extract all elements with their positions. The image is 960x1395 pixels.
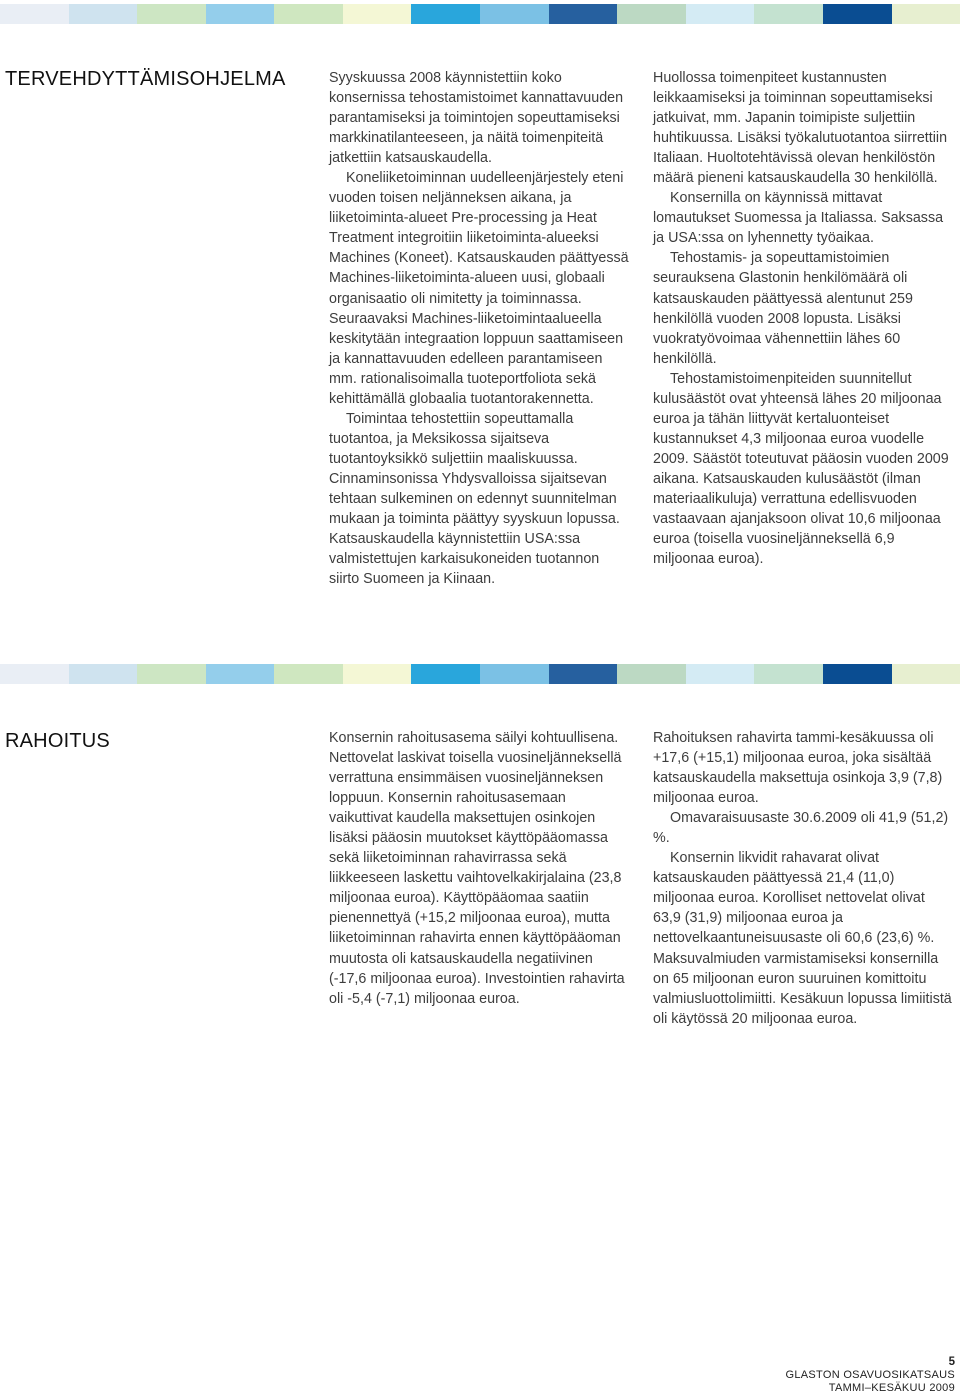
- stripe-segment: [274, 4, 343, 24]
- section-heading-tervehdyttamisohjelma: TERVEHDYTTÄMISOHJELMA: [5, 68, 286, 90]
- footer-publication-title: GLASTON OSAVUOSIKATSAUS: [785, 1369, 955, 1381]
- stripe-segment: [274, 664, 343, 684]
- stripe-segment: [480, 4, 549, 24]
- body-paragraph: Koneliiketoiminnan uudelleenjärjestely eteni vuoden toisen neljänneksen aikana, ja liiketoiminta-alueet Pre-processing ja Heat Treatment integroitiin liiketoiminta-alueeksi Machines (Koneet). Katsauskauden päättyessä Machines-liiketoiminta-alueen uusi, globaali organisaatio oli nimitetty ja toiminnassa. Seuraavaksi Machines-liiketoimintaalueella keskitytään integraation loppuun saattamiseen ja kannattavuuden edelleen parantamiseen mm. rationalisoimalla tuoteportfoliota sekä kehittämällä globaalia tuotantorakennetta.: [329, 170, 629, 407]
- stripe-segment: [0, 664, 69, 684]
- body-paragraph: Tehostamis- ja sopeuttamistoimien seurauksena Glastonin henkilömäärä oli katsauskauden päättyessä alentunut 259 henkilöllä vuoden 2008 lopusta. Lisäksi vuokratyövoimaa vähennettiin lähes 60 henkilöllä.: [653, 250, 913, 367]
- body-paragraph: Tehostamistoimenpiteiden suunnitellut kulusäästöt ovat yhteensä lähes 20 miljoonaa euroa ja tähän liittyvät kertaluonteiset kustannukset 4,3 miljoonaa euroa vuodelle 2009. Säästöt toteutuvat pääosin vuoden 2009 aikana. Katsauskauden kulusäästöt (ilman materiaalikuluja) verrattuna edellisvuoden vastaavaan ajanjaksoon olivat 10,6 miljoonaa euroa (toisella vuosineljänneksellä 6,9 miljoonaa euroa).: [653, 370, 949, 568]
- stripe-segment: [549, 664, 618, 684]
- body-paragraph: Rahoituksen rahavirta tammi-kesäkuussa oli +17,6 (+15,1) miljoonaa euroa, joka sisältää katsauskaudella maksettuja osinkoja 3,9 (7,8) miljoonaa euroa.: [653, 730, 943, 807]
- stripe-segment: [0, 4, 69, 24]
- stripe-segment: [480, 664, 549, 684]
- stripe-segment: [892, 4, 960, 24]
- footer-period: TAMMI–KESÄKUU 2009: [828, 1382, 955, 1394]
- stripe-segment: [617, 664, 686, 684]
- stripe-segment: [686, 4, 755, 24]
- body-paragraph: Omavaraisuusaste 30.6.2009 oli 41,9 (51,2) %.: [653, 810, 949, 847]
- stripe-segment: [69, 4, 138, 24]
- body-paragraph: Konsernin rahoitusasema säilyi kohtuullisena. Nettovelat laskivat toisella vuosineljänneksellä verrattuna ensimmäisen vuosineljänneksen loppuun. Konsernin rahoitusasemaan vaikuttivat kaudella maksettujen osinkojen lisäksi pääosin muutokset käyttöpääomassa sekä liiketoiminnan rahavirrassa sekä liikkeeseen laskettu vaihtovelkakirjalaina (23,8 miljoonaa euroa). Käyttöpääomaa saatiin pienennettyä (+15,2 miljoonaa euroa), mutta liiketoiminnan rahavirta ennen käyttöpääoman muutosta oli katsauskaudella negatiivinen (-17,6 miljoonaa euroa). Investointien rahavirta oli -5,4 (-7,1) miljoonaa euroa.: [329, 730, 625, 1007]
- body-paragraph: Syyskuussa 2008 käynnistettiin koko konsernissa tehostamistoimet kannattavuuden parantamiseksi ja toimintojen sopeuttamiseksi markkinatilanteeseen, ja näitä toimenpiteitä jatkettiin katsauskaudella.: [329, 70, 624, 167]
- body-paragraph: Konsernin likvidit rahavarat olivat katsauskauden päättyessä 21,4 (11,0) miljoonaa euroa. Korolliset nettovelat olivat 63,9 (31,9) miljoonaa euroa ja nettovelkaantuneisuusaste oli 60,6 (23,6) %. Maksuvalmiuden varmistamiseksi konsernilla on 65 miljoonan euron suuruinen komittoitu valmiusluottolimiitti. Kesäkuun lopussa limiitistä oli käytössä 20 miljoonaa euroa.: [653, 850, 952, 1027]
- stripe-segment: [137, 4, 206, 24]
- stripe-segment: [823, 4, 892, 24]
- stripe-segment: [617, 4, 686, 24]
- stripe-segment: [686, 664, 755, 684]
- decorative-color-stripe-middle: [0, 664, 960, 684]
- stripe-segment: [137, 664, 206, 684]
- stripe-segment: [343, 4, 412, 24]
- body-paragraph: Konsernilla on käynnissä mittavat lomautukset Suomessa ja Italiassa. Saksassa ja USA:ssa on lyhennetty työaikaa.: [653, 190, 944, 247]
- section1-column-left: [329, 68, 631, 589]
- stripe-segment: [411, 664, 480, 684]
- body-paragraph: Toimintaa tehostettiin sopeuttamalla tuotantoa, ja Meksikossa sijaitseva tuotantoyksikkö suljettiin maaliskuussa. Cinnaminsonissa Yhdysvalloissa sijaitsevan tehtaan sulkeminen on edennyt suunnitelman mukaan ja toiminta päättyy syyskuun lopussa. Katsauskaudella käynnistettiin USA:ssa valmistettujen karkaisukoneiden tuotannon siirto Suomeen ja Kiinaan.: [329, 410, 620, 588]
- stripe-segment: [549, 4, 618, 24]
- decorative-color-stripe-top: [0, 4, 960, 24]
- section2-column-right: [653, 728, 955, 1029]
- section-heading-rahoitus: RAHOITUS: [5, 730, 110, 752]
- stripe-segment: [823, 664, 892, 684]
- stripe-segment: [206, 4, 275, 24]
- stripe-segment: [411, 4, 480, 24]
- stripe-segment: [343, 664, 412, 684]
- section2-column-left: [329, 728, 631, 1009]
- stripe-segment: [206, 664, 275, 684]
- section1-column-right: [653, 68, 955, 569]
- body-paragraph: Huollossa toimenpiteet kustannusten leikkaamiseksi ja toiminnan sopeuttamiseksi jatkuivat, mm. Japanin toimipiste suljettiin huhtikuussa. Lisäksi työkalutuotantoa siirrettiin Italiaan. Huoltotehtävissä olevan henkilöstön määrä pieneni katsauskaudella 30 henkilöllä.: [653, 70, 948, 187]
- stripe-segment: [754, 664, 823, 684]
- stripe-segment: [892, 664, 960, 684]
- stripe-segment: [69, 664, 138, 684]
- page-number: 5: [948, 1356, 955, 1368]
- stripe-segment: [754, 4, 823, 24]
